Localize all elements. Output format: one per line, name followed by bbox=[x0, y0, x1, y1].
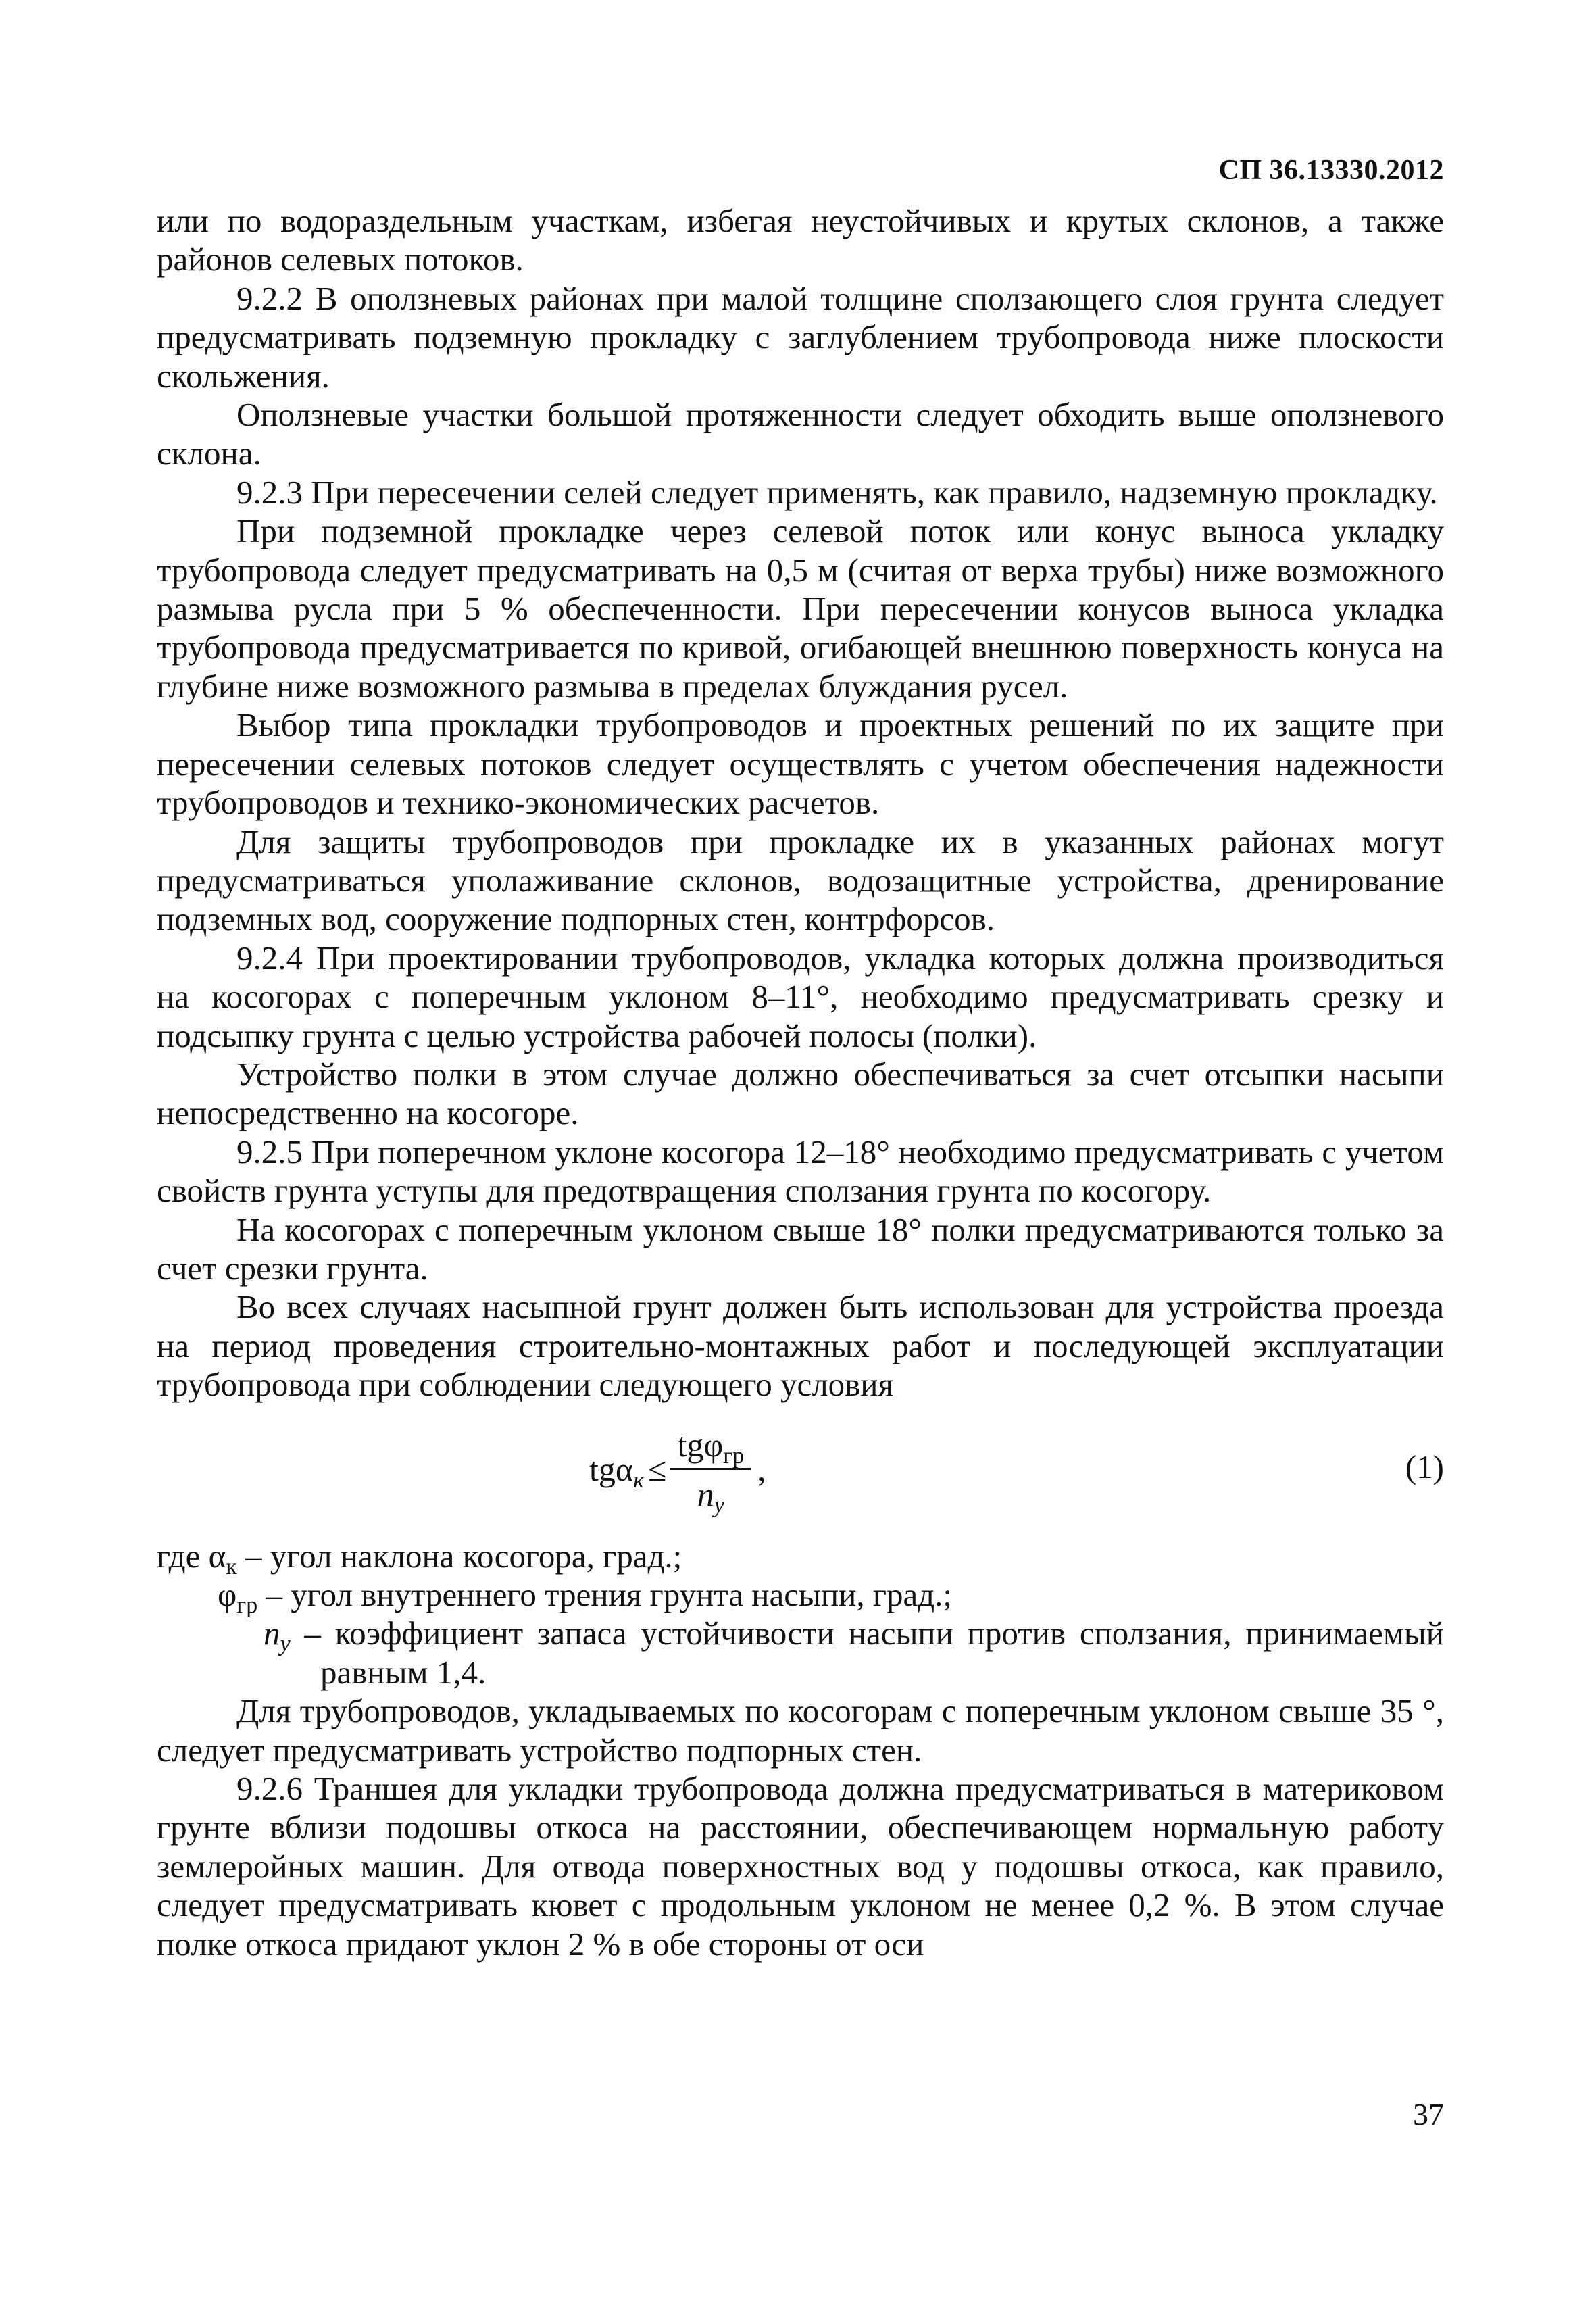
page-number: 37 bbox=[1413, 2097, 1444, 2132]
equation-number: (1) bbox=[1405, 1448, 1444, 1485]
paragraph: На косогорах с поперечным уклоном свыше 18° полки предусматриваются только за счет срезки грунта. bbox=[157, 1210, 1444, 1287]
formula-fraction bbox=[670, 1425, 751, 1519]
paragraph: 9.2.6 Траншея для укладки трубопровода должна предусматриваться в материковом грунте вблизи подошвы откоса на расстоянии, обеспечивающем нормальную работу землеройных машин. Для отвода поверхностных вод у подошвы откоса, как правило, следует предусматривать кювет с продольным уклоном не менее 0,2 %. В этом случае полке откоса придают уклон 2 % в обе стороны от оси bbox=[157, 1770, 1444, 1963]
formula bbox=[589, 1410, 766, 1530]
paragraph: 9.2.4 При проектировании трубопроводов, укладка которых должна производиться на косогорах с поперечным уклоном 8–11°, необходимо предусматривать срезку и подсыпку грунта с целью устройства рабочей полосы (полки). bbox=[157, 939, 1444, 1054]
formula-numerator: tgφ$_{гр}$ bbox=[670, 1425, 751, 1470]
paragraph: Устройство полки в этом случае должно обеспечиваться за счет отсыпки насыпи непосредственно на косогоре. bbox=[157, 1055, 1444, 1132]
formula-block bbox=[157, 1410, 1444, 1530]
formula-denominator: $n_y$ bbox=[697, 1475, 724, 1519]
paragraph: Оползневые участки большой протяженности следует обходить выше оползневого склона. bbox=[157, 396, 1444, 472]
paragraph: Во всех случаях насыпной грунт должен быть использован для устройства проезда на период проведения строительно-монтажных работ и последующей эксплуатации трубопровода при соблюдении следующего условия bbox=[157, 1288, 1444, 1404]
paragraph: Для защиты трубопроводов при прокладке их в указанных районах могут предусматриваться уполаживание склонов, водозащитные устройства, дренирование подземных вод, сооружение подпорных стен, контрфорсов. bbox=[157, 822, 1444, 938]
paragraph: 9.2.5 При поперечном уклоне косогора 12–18° необходимо предусматривать с учетом свойств грунта уступы для предотвращения сползания грунта по косогору. bbox=[157, 1133, 1444, 1210]
paragraph: 9.2.2 В оползневых районах при малой толщине сползающего слоя грунта следует предусматривать подземную прокладку с заглублением трубопровода ниже плоскости скольжения. bbox=[157, 279, 1444, 395]
paragraph: При подземной прокладке через селевой поток или конус выноса укладку трубопровода следует предусматривать на 0,5 м (считая от верха трубы) ниже возможного размыва русла при 5 % обеспеченности. При пересечении конусов выноса укладка трубопровода предусматривается по кривой, огибающей внешнюю поверхность конуса на глубине ниже возможного размыва в пределах блуждания русел. bbox=[157, 512, 1444, 705]
document-code: СП 36.13330.2012 bbox=[1218, 155, 1444, 186]
definition-alpha: где $\alpha_к$ – угол наклона косогора, град.; bbox=[157, 1537, 682, 1579]
body-text bbox=[157, 201, 1444, 1963]
formula-relation: ≤ bbox=[648, 1450, 667, 1488]
definition-ny: $n_y$ – коэффициент запаса устойчивости насыпи против сползания, принимаемый равным 1,4. bbox=[264, 1615, 1444, 1691]
definition-phi: $\varphi_{гр}$ – угол внутреннего трения грунта насыпи, град.; bbox=[218, 1576, 953, 1618]
formula-definitions bbox=[157, 1537, 1444, 1692]
paragraph: 9.2.3 При пересечении селей следует применять, как правило, надземную прокладку. bbox=[236, 473, 1438, 511]
formula-lhs: tgα$_к$ bbox=[589, 1450, 644, 1493]
paragraph: Выбор типа прокладки трубопроводов и проектных решений по их защите при пересечении селевых потоков следует осуществлять с учетом обеспечения надежности трубопроводов и технико-экономических расчетов. bbox=[157, 706, 1444, 822]
paragraph: или по водораздельным участкам, избегая неустойчивых и крутых склонов, а также районов селевых потоков. bbox=[157, 202, 1444, 278]
formula-trailing: , bbox=[757, 1450, 766, 1488]
paragraph: Для трубопроводов, укладываемых по косогорам с поперечным уклоном свыше 35 °, следует предусматривать устройство подпорных стен. bbox=[157, 1692, 1444, 1769]
